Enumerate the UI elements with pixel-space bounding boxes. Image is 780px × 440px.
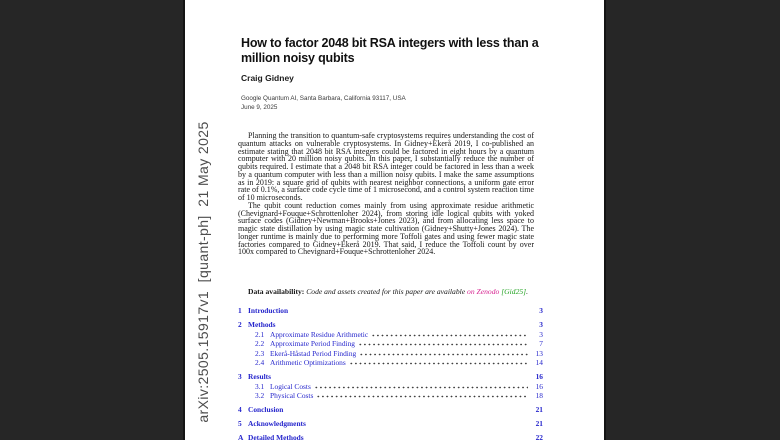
toc-section-number: 2 bbox=[238, 320, 242, 329]
toc-section-number: 4 bbox=[238, 405, 242, 414]
toc-page-number: 3 bbox=[539, 320, 543, 329]
toc-page-number: 18 bbox=[535, 391, 543, 400]
toc-entry-conclusion[interactable] bbox=[238, 405, 543, 415]
data-availability-period: . bbox=[526, 287, 529, 296]
dot-leader bbox=[359, 353, 528, 356]
toc-section-title: Ekerå-Håstad Period Finding bbox=[270, 348, 357, 358]
toc-spacer bbox=[304, 433, 531, 440]
toc-section-title: Methods bbox=[248, 320, 276, 329]
toc-entry-results[interactable] bbox=[238, 372, 543, 382]
dot-leader bbox=[316, 395, 528, 398]
author-name: Craig Gidney bbox=[241, 73, 294, 83]
paper-date: June 9, 2025 bbox=[241, 104, 278, 111]
toc-page-number: 16 bbox=[535, 372, 543, 381]
toc-entry-logical-costs[interactable] bbox=[238, 382, 543, 392]
toc-entry-arithmetic-optimizations[interactable] bbox=[238, 358, 543, 368]
toc-section-title: Introduction bbox=[248, 306, 289, 315]
abstract-paragraph-1: Planning the transition to quantum-safe cryptosystems requires understanding the cost of quantum attacks on vulnerable cryptosystems. In Gidney+Ekerå 2019, I co-published an estimate stating that 2048 bit RSA integers could be factored in eight hours by a quantum computer with 20 million noisy qubits. In this paper, I substantially reduce the number of qubits required. I estimate that a 2048 bit RSA integer could be factored in less than a week by a quantum computer with less than a million noisy qubits. I make the same assumptions as in 2019: a square grid of qubits with nearest neighbor connections, a uniform gate error rate of 0.1%, a surface code cycle time of 1 microsecond, and a control system reaction time of 10 microseconds. bbox=[238, 131, 534, 202]
toc-entry-methods[interactable] bbox=[238, 320, 543, 330]
toc-section-number: 2.2 bbox=[255, 339, 265, 348]
paper-page bbox=[183, 0, 606, 440]
toc-entry-approximate-residue-arithmetic[interactable] bbox=[238, 330, 543, 340]
toc-section-number: A bbox=[238, 433, 244, 440]
toc-page-number: 13 bbox=[535, 348, 543, 358]
toc-page-number: 22 bbox=[535, 433, 543, 440]
paper-title bbox=[241, 36, 581, 66]
toc-section-title: Acknowledgments bbox=[248, 419, 306, 428]
arxiv-watermark-text: arXiv:2505.15917v1 [quant-ph] 21 May 2025 bbox=[195, 121, 211, 423]
affiliation: Google Quantum AI, Santa Barbara, California 93117, USA bbox=[241, 95, 406, 102]
toc-section-title: Results bbox=[248, 372, 271, 381]
toc-spacer bbox=[288, 306, 531, 316]
toc-page-number: 14 bbox=[535, 358, 543, 367]
table-of-contents bbox=[238, 306, 543, 440]
toc-entry-approximate-period-finding[interactable] bbox=[238, 339, 543, 349]
toc-section-number: 5 bbox=[238, 419, 242, 428]
toc-section-title: Detailed Methods bbox=[248, 433, 304, 440]
toc-page-number: 21 bbox=[535, 419, 543, 428]
abstract bbox=[238, 132, 534, 256]
toc-page-number: 16 bbox=[535, 381, 543, 391]
toc-section-title: Approximate Residue Arithmetic bbox=[270, 329, 369, 339]
abstract-paragraph-2: The qubit count reduction comes mainly from using approximate residue arithmetic (Chevignard+Fouque+Schrottenloher 2024), from storing idle logical qubits with yoked surface codes (Gidney+Newman+Brooks+Jones 2023), and from allocating less space to magic state distillation by using magic state cultivation (Gidney+Shutty+Jones 2024). The longer runtime is mainly due to performing more Toffoli gates and using fewer magic state factories compared to Gidney+Ekerå 2019. That said, I reduce the Toffoli count by over 100x compared to Chevignard+Fouque+Schrottenloher 2024. bbox=[238, 200, 534, 257]
toc-spacer bbox=[271, 372, 531, 382]
toc-section-number: 2.3 bbox=[255, 348, 265, 358]
dot-leader bbox=[358, 343, 528, 346]
toc-spacer bbox=[306, 419, 531, 429]
toc-section-number: 3.1 bbox=[255, 381, 265, 391]
toc-page-number: 7 bbox=[539, 339, 543, 348]
toc-section-title: Conclusion bbox=[248, 405, 284, 414]
toc-section-title: Physical Costs bbox=[270, 391, 314, 400]
data-availability-text: Code and assets created for this paper are available bbox=[306, 287, 466, 296]
toc-entry-ekera-hastad-period-finding[interactable] bbox=[238, 349, 543, 359]
toc-section-number: 3.2 bbox=[255, 391, 265, 400]
toc-section-number: 2.4 bbox=[255, 358, 265, 367]
zenodo-link[interactable]: on Zenodo bbox=[467, 287, 500, 296]
toc-entry-physical-costs[interactable] bbox=[238, 391, 543, 401]
data-availability bbox=[238, 287, 538, 296]
toc-section-number: 3 bbox=[238, 372, 242, 381]
toc-page-number: 3 bbox=[539, 329, 543, 339]
toc-entry-acknowledgments[interactable] bbox=[238, 419, 543, 429]
toc-page-number: 21 bbox=[535, 405, 543, 414]
paper-title-line2: million noisy qubits bbox=[241, 51, 355, 65]
toc-section-title: Approximate Period Finding bbox=[270, 339, 355, 348]
toc-entry-introduction[interactable] bbox=[238, 306, 543, 316]
toc-spacer bbox=[283, 405, 531, 415]
data-availability-label: Data availability: bbox=[248, 287, 305, 296]
toc-section-title: Logical Costs bbox=[270, 381, 311, 391]
toc-page-number: 3 bbox=[539, 306, 543, 315]
toc-section-number: 1 bbox=[238, 306, 242, 315]
dot-leader bbox=[314, 386, 528, 389]
citation-link[interactable]: [Gid25] bbox=[501, 287, 527, 296]
dot-leader bbox=[371, 334, 528, 337]
toc-entry-detailed-methods[interactable] bbox=[238, 433, 543, 440]
dot-leader bbox=[349, 362, 528, 365]
toc-section-title: Arithmetic Optimizations bbox=[270, 358, 346, 367]
toc-spacer bbox=[276, 320, 531, 330]
toc-section-number: 2.1 bbox=[255, 329, 265, 339]
paper-title-line1: How to factor 2048 bit RSA integers with less than a bbox=[241, 36, 539, 50]
